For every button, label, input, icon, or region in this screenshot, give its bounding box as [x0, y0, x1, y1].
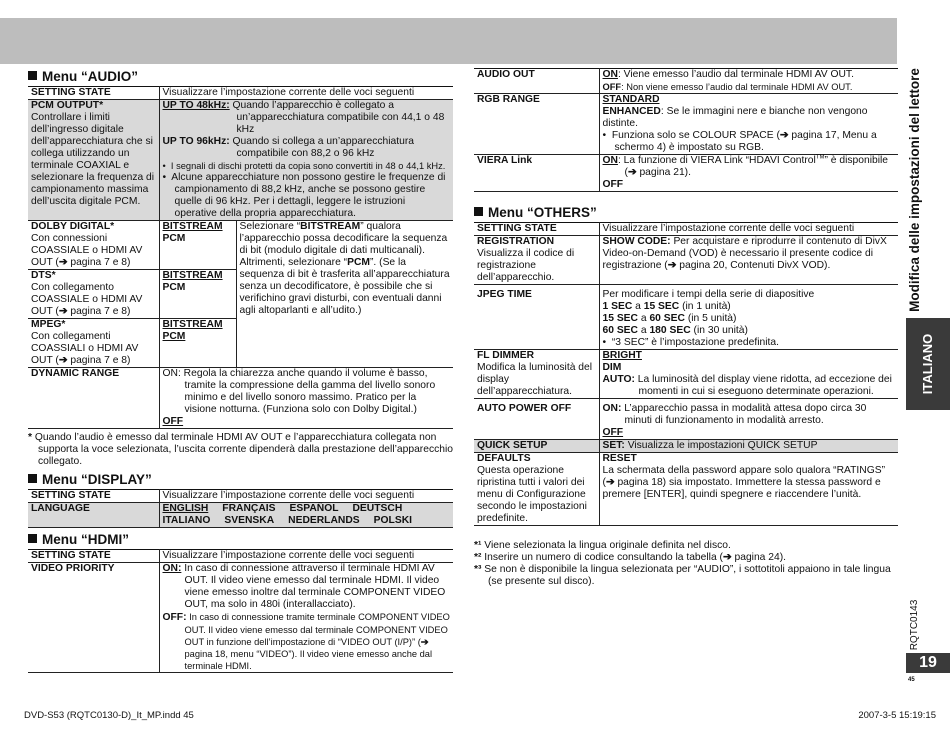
audio-out-key: AUDIO OUT — [474, 69, 599, 94]
viera-link-key: VIERA Link — [474, 155, 599, 192]
mpeg-key: MPEG* Con collegamenti COASSIALI o HDMI AV OUT (➔ pagina 7 e 8) — [28, 319, 159, 368]
dts-options: BITSTREAM PCM — [159, 270, 236, 319]
arrow-right-icon: ➔ — [779, 130, 789, 141]
dolby-options: BITSTREAM PCM — [159, 221, 236, 270]
mpeg-options: BITSTREAM PCM — [159, 319, 236, 368]
dynamic-range-options: ON: Regola la chiarezza anche quando il volume è basso, tramite la compressione della gamma del livello sonoro minimo e del livello sonoro massimo. Pratico per la visione notturna. (Funziona solo con Dolby Digital.) OFF — [159, 368, 453, 429]
arrow-right-icon: ➔ — [667, 260, 677, 271]
audio-table — [28, 86, 453, 429]
hdmi-menu-title: Menu “HDMI” — [28, 531, 453, 548]
page-number: 19 — [906, 653, 950, 673]
audio-footnote: * Quando l’audio è emesso dal terminale HDMI AV OUT e l’apparecchiatura collegata non supporta la voce selezionata, l’uscita corrente dipenderà dalla prestazione dell’apparecchio collegato. — [28, 432, 453, 467]
video-priority-options: ON: In caso di connessione attraverso il terminale HDMI AV OUT. Il video viene emesso dal terminale HDMI. Il video viene emesso inoltre dal terminale COMPONENT VIDEO OUT, ma solo in 480i (interallacciato). OFF: In caso di connessione tramite terminale COMPONENT VIDEO OUT. Il video viene emesso dal terminale COMPONENT VIDEO OUT in funzione dell’impostazione di “VIDEO OUT (I/P)” (➔ pagina 18, menu “VIDEO”). Il video viene emesso anche dal terminale HDMI. — [159, 563, 453, 673]
arrow-right-icon: ➔ — [58, 257, 68, 268]
language-tab: ITALIANO — [906, 318, 950, 410]
arrow-right-icon: ➔ — [58, 355, 68, 366]
others-footnotes: *¹ Viene selezionata la lingua originale definita nel disco. *² Inserire un numero di codice consultando la tabella (➔ pagina 24). *³ Se non è disponibile la lingua selezionata per “AUDIO”, i sottotitoli appaiono in tale lingua (se presente sul disco). — [474, 540, 891, 587]
others-table: SETTING STATE Visualizzare l’impostazione corrente delle voci seguenti REGISTRATION Visualizza il codice di registrazione dell’apparecchio. SHOW CODE: Per acquistare e riprodurre il contenuto di DivX Video-on-Demand (VOD) è necessario il presente codice di registrazione (➔ pagina 20, Contenuti DivX VOD). JPEG TIME Per modificare i tempi della serie di diapositive 1 SEC a 15 SEC (in 1 unità) 15 SEC a 60 SEC (in 5 unità) 60 SEC a 180 SEC (in 30 unità) • “3 SEC” è l’impostazione predefinita. FL DIMMER Modifica la luminosità del display dell’apparecchiatura. BRIGHT DIM AUTO: La luminosità del display viene ridotta, ad eccezione dei momenti in cui si eseguono determinate operazioni. AUTO POWER OFF ON: L’apparecchio passa in modalità attesa dopo circa 30 minuti di funzionamento in modalità arresto. OFF QUICK SETUP SET: Visualizza le impostazioni QUICK SETUP DEFAULTS Questa operazione ripristina tutti i valori dei menu di Configurazione secondo le impostazioni predefinite. RESET La schermata della password appare solo qualora “RATINGS” (➔ pagina 18) sia impostato. Immettere la stessa password e premere [ENTER], quindi spegnere e riaccendere l’unità. — [474, 222, 898, 526]
arrow-right-icon: ➔ — [420, 637, 429, 647]
others-menu-title: Menu “OTHERS” — [474, 204, 898, 221]
hdmi-table-continued — [474, 68, 898, 192]
registration-options: SHOW CODE: Per acquistare e riprodurre il contenuto di DivX Video-on-Demand (VOD) è necessario il presente codice di registrazione (➔ pagina 20, Contenuti DivX VOD). — [599, 236, 898, 285]
arrow-right-icon: ➔ — [722, 552, 732, 563]
jpeg-time-key: JPEG TIME — [474, 285, 599, 350]
dynamic-range-key: DYNAMIC RANGE — [28, 368, 159, 429]
right-column — [474, 68, 898, 588]
auto-power-off-options: ON: L’apparecchio passa in modalità attesa dopo circa 30 minuti di funzionamento in modalità arresto. OFF — [599, 399, 898, 440]
fl-dimmer-options: BRIGHT DIM AUTO: La luminosità del display viene ridotta, ad eccezione dei momenti in cui si eseguono determinate operazioni. — [599, 350, 898, 399]
quick-setup-key: QUICK SETUP — [474, 440, 599, 453]
left-column — [28, 68, 453, 673]
audio-out-options: ON: Viene emesso l’audio dal terminale HDMI AV OUT. OFF: Non viene emesso l’audio dal terminale HDMI AV OUT. — [599, 69, 898, 94]
bitstream-description: Selezionare “BITSTREAM” qualora l’apparecchio possa decodificare la sequenza di bit (modulo digitale di dati multicanali). Altrimenti, selezionare “PCM”. (Se la sequenza di bit è trasferita all’apparecchiatura senza un decodificatore, è possibile che si verifichino gravi disturbi, con eventuali danni agli altoparlanti e all’udito.) — [236, 221, 453, 368]
quick-setup-options: SET: Visualizza le impostazioni QUICK SETUP — [599, 440, 898, 453]
dts-key: DTS* Con collegamento COASSIALE o HDMI AV OUT (➔ pagina 7 e 8) — [28, 270, 159, 319]
dolby-digital-key: DOLBY DIGITAL* Con connessioni COASSIALE o HDMI AV OUT (➔ pagina 7 e 8) — [28, 221, 159, 270]
setting-state-label: SETTING STATE — [28, 87, 159, 100]
footer-right: 2007-3-5 15:19:15 — [858, 710, 936, 721]
setting-state-desc: Visualizzare l’impostazione corrente delle voci seguenti — [159, 87, 453, 100]
registration-key: REGISTRATION Visualizza il codice di registrazione dell’apparecchio. — [474, 236, 599, 285]
defaults-key: DEFAULTS Questa operazione ripristina tutti i valori dei menu di Configurazione secondo le impostazioni predefinite. — [474, 453, 599, 526]
language-key: LANGUAGE — [28, 503, 159, 528]
document-code: RQTC0143 — [909, 599, 920, 651]
auto-power-off-key: AUTO POWER OFF — [474, 399, 599, 440]
defaults-options: RESET La schermata della password appare solo qualora “RATINGS” (➔ pagina 18) sia impostato. Immettere la stessa password e premere [ENTER], quindi spegnere e riaccendere l’unità. — [599, 453, 898, 526]
display-menu-title: Menu “DISPLAY” — [28, 471, 453, 488]
rgb-range-key: RGB RANGE — [474, 94, 599, 155]
audio-menu-title: Menu “AUDIO” — [28, 68, 453, 85]
arrow-right-icon: ➔ — [627, 167, 637, 178]
hdmi-table: SETTING STATE Visualizzare l’impostazione corrente delle voci seguenti VIDEO PRIORITY ON: In caso di connessione attraverso il terminale HDMI AV OUT. Il video viene emesso dal terminale HDMI. Il video viene emesso inoltre dal terminale COMPONENT VIDEO OUT, ma solo in 480i (interallacciato). OFF: In caso di connessione tramite terminale COMPONENT VIDEO OUT. Il video viene emesso dal terminale COMPONENT VIDEO OUT in funzione dell’impostazione di “VIDEO OUT (I/P)” (➔ pagina 18, menu “VIDEO”). Il video viene emesso anche dal terminale HDMI. — [28, 549, 453, 673]
arrow-right-icon: ➔ — [605, 477, 615, 488]
display-table: SETTING STATE Visualizzare l’impostazione corrente delle voci seguenti LANGUAGE ENGLISH FRANÇAIS ESPAÑOL DEUTSCH ITALIANO SVENSKA NEDERLANDS POLSKI — [28, 489, 453, 528]
rgb-range-options: STANDARD ENHANCED: Se le immagini nere e bianche non vengono distinte. • Funziona solo se COLOUR SPACE (➔ pagina 17, Menu a schermo 4) è impostato su RGB. — [599, 94, 898, 155]
viera-link-options: ON: La funzione di VIERA Link “HDAVI Control™” è disponibile (➔ pagina 21). OFF — [599, 155, 898, 192]
video-priority-key: VIDEO PRIORITY — [28, 563, 159, 673]
page-number-small: 45 — [908, 677, 915, 683]
pcm-output-key: PCM OUTPUT* Controllare i limiti dell’ingresso digitale dell’apparecchiatura che si collega utilizzando un terminale COAXIAL e selezionare la frequenza di campionamento massima dell’uscita digitale PCM. — [28, 100, 159, 221]
jpeg-time-options: Per modificare i tempi della serie di diapositive 1 SEC a 15 SEC (in 1 unità) 15 SEC a 60 SEC (in 5 unità) 60 SEC a 180 SEC (in 30 unità) • “3 SEC” è l’impostazione predefinita. — [599, 285, 898, 350]
language-options: ENGLISH FRANÇAIS ESPAÑOL DEUTSCH ITALIANO SVENSKA NEDERLANDS POLSKI — [159, 503, 453, 528]
pcm-output-options: UP TO 48kHz: Quando l’apparecchio è collegato a un’apparecchiatura compatibile con 44,1 o 48 kHz UP TO 96kHz: Quando si collega a un’apparecchiatura compatibile con 88,2 o 96 kHz • I segnali di dischi protetti da copia sono convertiti in 48 o 44,1 kHz. • Alcune apparecchiature non possono gestire le frequenze di campionamento di 88,2 kHz, anche se possono gestire quelle di 96 kHz. Per i dettagli, leggere le istruzioni operative della propria apparecchiatura. — [159, 100, 453, 221]
footer-left: DVD-S53 (RQTC0130-D)_It_MP.indd 45 — [24, 710, 194, 721]
fl-dimmer-key: FL DIMMER Modifica la luminosità del display dell’apparecchiatura. — [474, 350, 599, 399]
arrow-right-icon: ➔ — [58, 306, 68, 317]
header-bar — [0, 18, 897, 64]
side-title: Modifica delle impostazioni del lettore — [907, 68, 922, 312]
